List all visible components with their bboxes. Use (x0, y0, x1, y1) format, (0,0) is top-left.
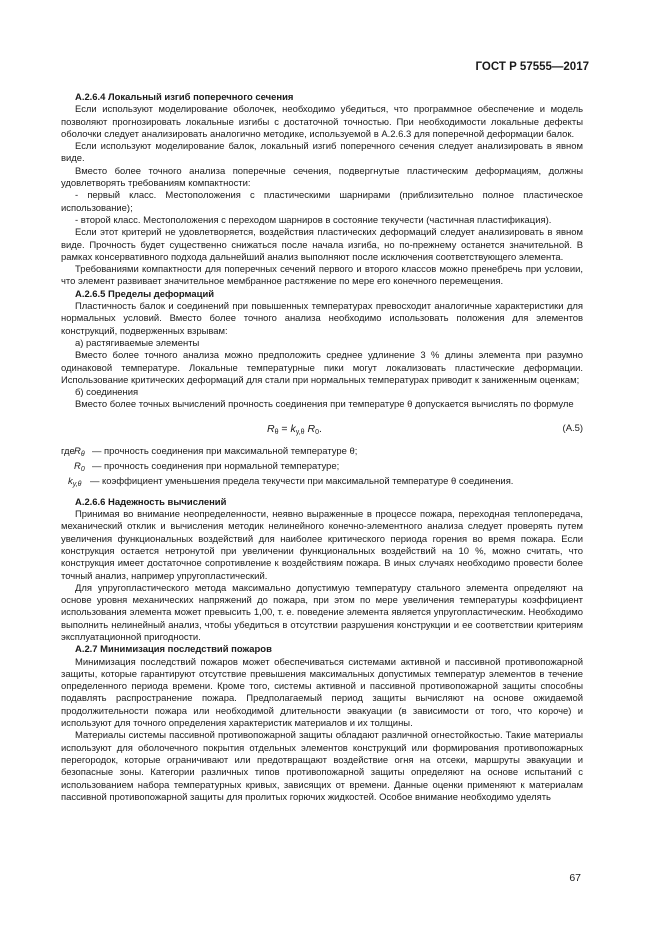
where-row (61, 461, 583, 476)
paragraph: Пластичность балок и соединений при повышенных температурах превосходит аналогичные характеристики для нормальных условий. Вместо более точного анализа необходимо использовать положения для элементов конструкций, подверженных взрывам: (61, 301, 583, 337)
paragraph: Если используют моделирование балок, локальный изгиб поперечного сечения следует анализировать в явном виде. (61, 141, 583, 165)
where-text: — коэффициент уменьшения предела текучести при максимальной температуре θ соединения. (90, 475, 514, 487)
formula-body: $R_\theta = k_{y,\theta}$ $R_0$. (267, 422, 322, 436)
paragraph: Если этот критерий не удовлетворяется, воздействия пластических деформаций следует анализировать в явном виде. Прочность будет существенно снижаться после начала изгиба, но по-прежнему останется значительной. В рамках консервативного подхода дальнейший анализ выполняют после исключения соответствующего элемента. (61, 227, 583, 263)
section-heading: А.2.6.6 Надежность вычислений (75, 496, 227, 508)
paragraph: Вместо более точных вычислений прочность соединения при температуре θ допускается вычислять по формуле (75, 399, 574, 411)
paragraph: Принимая во внимание неопределенности, неявно выраженные в процессе пожара, переходная теплопередача, механический отклик и вычисления методик нелинейного конечно-элементного анализа следует проверять путем увеличения функциональных воздействий для наиболее критического периода горения во время пожара. Если конструкция остается нетронутой при увеличении функциональных воздействий на 10 %, можно считать, что конструкция имеет достаточное сопротивление к воздействиям пожара. В иных случаях необходимо провести более точный анализ, например упругопластический. (61, 509, 583, 582)
where-row (61, 446, 583, 461)
standard-header: ГОСТ Р 57555—2017 (475, 61, 589, 73)
section-heading: А.2.6.4 Локальный изгиб поперечного сечения (75, 92, 294, 103)
list-item: а) растягиваемые элементы (75, 337, 200, 349)
paragraph: Вместо более точного анализа поперечные сечения, подвергнутые пластическим деформациям, должны удовлетворять требованиям компактности: (61, 165, 583, 190)
where-symbol: $k_{y,\theta}$ (68, 475, 82, 488)
list-item: - первый класс. Местоположения с пластическими шарнирами (приблизительно полное пластическое использование); (61, 190, 583, 214)
formula-number: (А.5) (562, 422, 583, 434)
list-item: - второй класс. Местоположения с переходом шарниров в состояние текучести (частичная пластификация). (75, 214, 552, 226)
list-item: б) соединения (75, 387, 139, 399)
document-body (61, 92, 583, 804)
paragraph: Для упругопластического метода максимально допустимую температуру стального элемента определяют на основе уровня механических напряжений до пожара, при этом по мере увеличения температуры коэффициент использования элемента может превысить 1,00, т. е. поведение элемента является упругопластическим. Необходимо выполнить нелинейный анализ, чтобы убедиться в отсутствии разрушения конструкции и ее соответствии критериям эксплуатационной пригодности. (61, 582, 583, 643)
section-heading: А.2.6.5 Пределы деформаций (75, 288, 215, 300)
where-symbol: $R_\theta$ (74, 445, 85, 458)
paragraph: Вместо более точного анализа можно предположить среднее удлинение 3 % длины элемента при разумно одинаковой температуре. Локальные температурные пики могут локализовать пластические деформации. Использование критических деформаций для стали при нормальных температурах приводит к заниженным оценкам; (61, 350, 583, 386)
paragraph: Материалы системы пассивной противопожарной защиты обладают различной огнестойкостью. Такие материалы используют для оболочечного покрытия отдельных элементов конструкций или формирования противопожарных перегородок, которые ограничивают или предотвращают воздействие огня на отсеки, маршруты эвакуации и безопасные зоны. Категории различных типов противопожарной защиты определяют на основе испытаний с использованием набора температурных кривых, зависящих от времени. Данные оценки применяют к материалам пассивной противопожарной защиты для пролитых горючих жидкостей. Особое внимание необходимо уделять (61, 730, 583, 803)
where-text: — прочность соединения при нормальной температуре; (92, 460, 340, 472)
formula (61, 419, 583, 446)
where-word: где (61, 445, 75, 457)
where-row (61, 476, 583, 491)
where-text: — прочность соединения при максимальной температуре θ; (92, 445, 358, 457)
paragraph: Если используют моделирование оболочек, необходимо убедиться, что программное обеспечение и модель позволяют прогнозировать локальные изгибы с достаточной точностью. При необходимости локальные дефекты оболочки следует анализировать аналогично методике, используемой в А.2.6.3 для поперечной деформации балок. (61, 104, 583, 140)
page-number: 67 (569, 872, 581, 884)
where-symbol: $R_0$ (74, 460, 85, 473)
paragraph: Требованиями компактности для поперечных сечений первого и второго классов можно пренебречь при условии, что элемент развивает значительное мембранное растяжение по мере его конечного перемещения. (61, 264, 583, 288)
paragraph: Минимизация последствий пожаров может обеспечиваться системами активной и пассивной противопожарной защиты, которые гарантируют отсутствие превышения максимальных допустимых температур элементов в течение определенного периода времени. Кроме того, системы активной и пассивной противопожарной защиты способны подавлять распространение пожара. Предполагаемый период защиты вычисляют на основе ожидаемой продолжительности пожара или необходимой длительности эвакуации (в зависимости от того, что короче) и используют для точного определения характеристик материалов и их толщины. (61, 656, 583, 730)
section-heading: А.2.7 Минимизация последствий пожаров (75, 644, 272, 656)
